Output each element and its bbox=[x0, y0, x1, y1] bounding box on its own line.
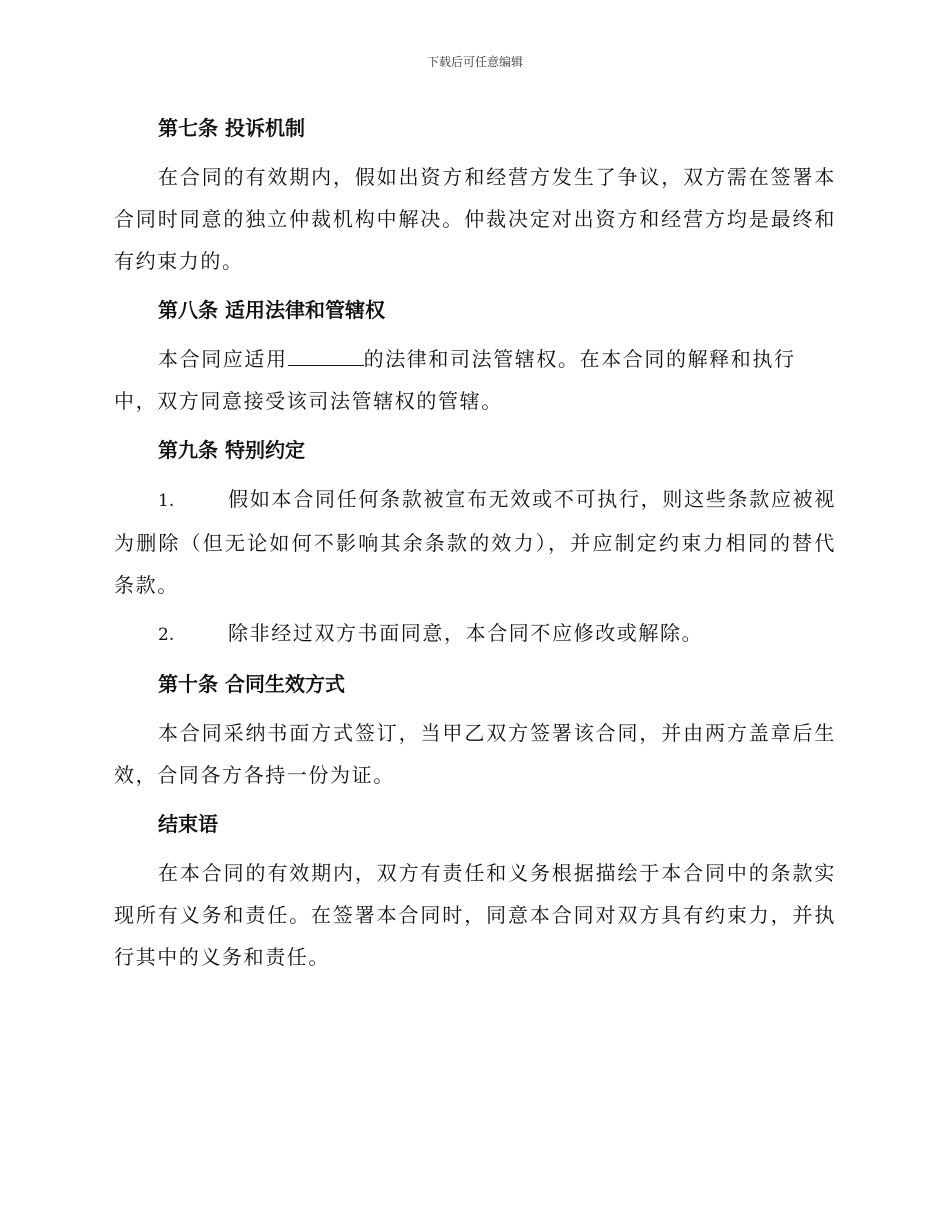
item-number: 2. bbox=[158, 625, 175, 645]
section-9-item bbox=[114, 478, 836, 606]
section-8-body-after: 的法律和司法管辖权。在本合同的解释和执行 bbox=[363, 347, 796, 371]
section-9-item bbox=[114, 612, 836, 656]
section-7-body: 在合同的有效期内，假如出资方和经营方发生了争议，双方需在签署本合同时同意的独立仲裁机构中解决。仲裁决定对出资方和经营方均是最终和有约束力的。 bbox=[114, 165, 836, 273]
page-header: 下载后可任意编辑 bbox=[426, 55, 523, 69]
item-text: 假如本合同任何条款被宣布无效或不可执行，则这些条款应被视为删除（但无论如何不影响其余条款的效力），并应制定约束力相同的替代条款。 bbox=[114, 487, 836, 597]
section-10-body: 本合同采纳书面方式签订，当甲乙双方签署该合同，并由两方盖章后生效，合同各方各持一份为证。 bbox=[114, 721, 836, 787]
section-8-body-line2: 中，双方同意接受该司法管辖权的管辖。 bbox=[114, 389, 503, 413]
section-10-heading: 第十条 合同生效方式 bbox=[158, 672, 345, 696]
blank-line bbox=[288, 345, 364, 366]
section-8-body-before: 本合同应适用 bbox=[158, 347, 288, 371]
closing-heading: 结束语 bbox=[158, 812, 218, 836]
closing-body: 在本合同的有效期内，双方有责任和义务根据描绘于本合同中的条款实现所有义务和责任。在签署本合同时，同意本合同对双方具有约束力，并执行其中的义务和责任。 bbox=[114, 861, 836, 969]
section-9-heading: 第九条 特别约定 bbox=[158, 438, 305, 462]
section-7-heading: 第七条 投诉机制 bbox=[158, 116, 305, 140]
item-number: 1. bbox=[158, 491, 175, 511]
section-8-body bbox=[114, 338, 836, 422]
document-body bbox=[114, 106, 836, 984]
section-8-heading: 第八条 适用法律和管辖权 bbox=[158, 298, 385, 322]
item-text: 除非经过双方书面同意，本合同不应修改或解除。 bbox=[228, 621, 704, 645]
